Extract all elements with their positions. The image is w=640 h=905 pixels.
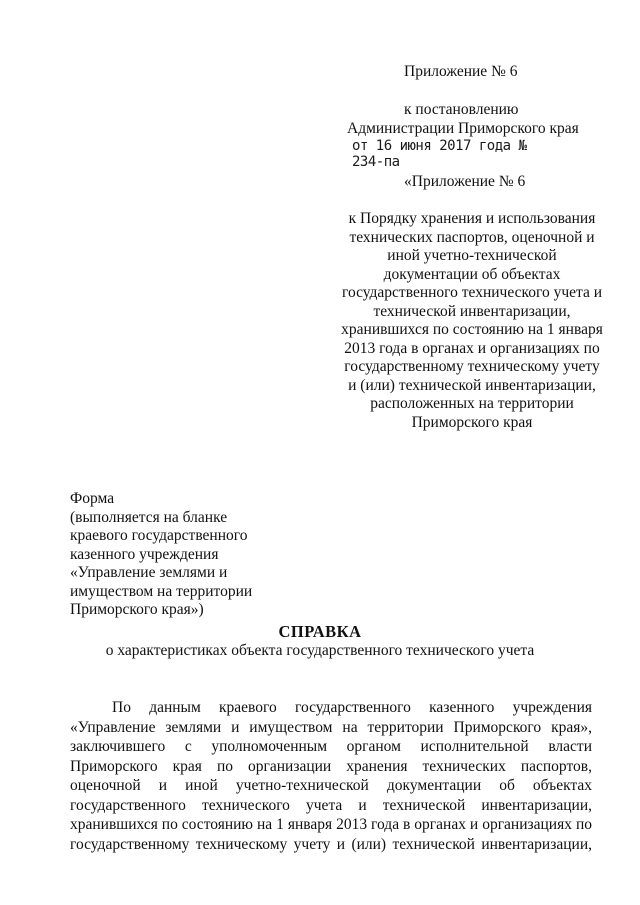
body-line: Приморского края по организации хранения технических паспортов, <box>70 757 592 775</box>
inner-appendix-line: Приморского края <box>411 413 533 431</box>
inner-appendix-line: к Порядку хранения и использования <box>348 210 596 227</box>
form-note-line: краевого государственного <box>70 527 248 544</box>
inner-appendix-line: хранившихся по состоянию на 1 января <box>341 321 603 338</box>
form-note <box>70 490 252 620</box>
form-note-line: (выполняется на бланке <box>70 508 228 526</box>
inner-appendix-line: иной учетно-технической <box>387 247 557 264</box>
appendix-administration: Администрации Приморского края <box>347 120 579 137</box>
inner-appendix-line: технических паспортов, оценочной и <box>349 228 595 246</box>
inner-appendix-line: и (или) технической инвентаризации, <box>348 376 596 394</box>
body-line: хранившихся по состоянию на 1 января 2013 года в органах и организациях по <box>70 816 592 833</box>
inner-appendix-line: 2013 года в органах и организациях по <box>344 339 600 357</box>
form-note-line: «Управление землями и <box>70 564 228 581</box>
inner-appendix-line: документации об объектах <box>383 265 561 283</box>
inner-appendix-line: расположенных на территории <box>370 395 574 412</box>
form-note-line: казенного учреждения <box>70 545 219 563</box>
document-subtitle: о характеристиках объекта государственного технического учета <box>105 642 535 659</box>
inner-appendix-line: государственному техническому учету <box>344 358 600 375</box>
body-line: государственному техническому учету и (или) технической инвентаризации, <box>70 835 592 853</box>
inner-appendix-title: «Приложение № 6 <box>404 173 526 190</box>
inner-appendix-line: государственного технического учета и <box>341 284 603 301</box>
form-note-line: Приморского края») <box>70 601 204 618</box>
form-note-line: Форма <box>70 490 115 507</box>
body-paragraph <box>70 698 592 854</box>
body-line: «Управление землями и имуществом на территории Приморского края», <box>70 718 592 736</box>
body-line: государственного технического учета и технической инвентаризации, <box>70 796 592 814</box>
inner-appendix-text <box>324 210 620 432</box>
form-note-line: имуществом на территории <box>70 582 253 600</box>
body-line: По данным краевого государственного казенного учреждения <box>112 699 592 716</box>
appendix-to-resolution: к постановлению <box>404 101 519 118</box>
document-title: СПРАВКА <box>278 622 362 641</box>
body-line: заключившего с уполномоченным органом исполнительной власти <box>70 738 592 755</box>
inner-appendix-line: технической инвентаризации, <box>373 302 571 320</box>
appendix-date-number: от 16 июня 2017 года № 234-па <box>352 138 527 170</box>
body-line: оценочной и иной учетно-технической документации об объектах <box>70 777 592 794</box>
appendix-title: Приложение № 6 <box>404 63 518 80</box>
